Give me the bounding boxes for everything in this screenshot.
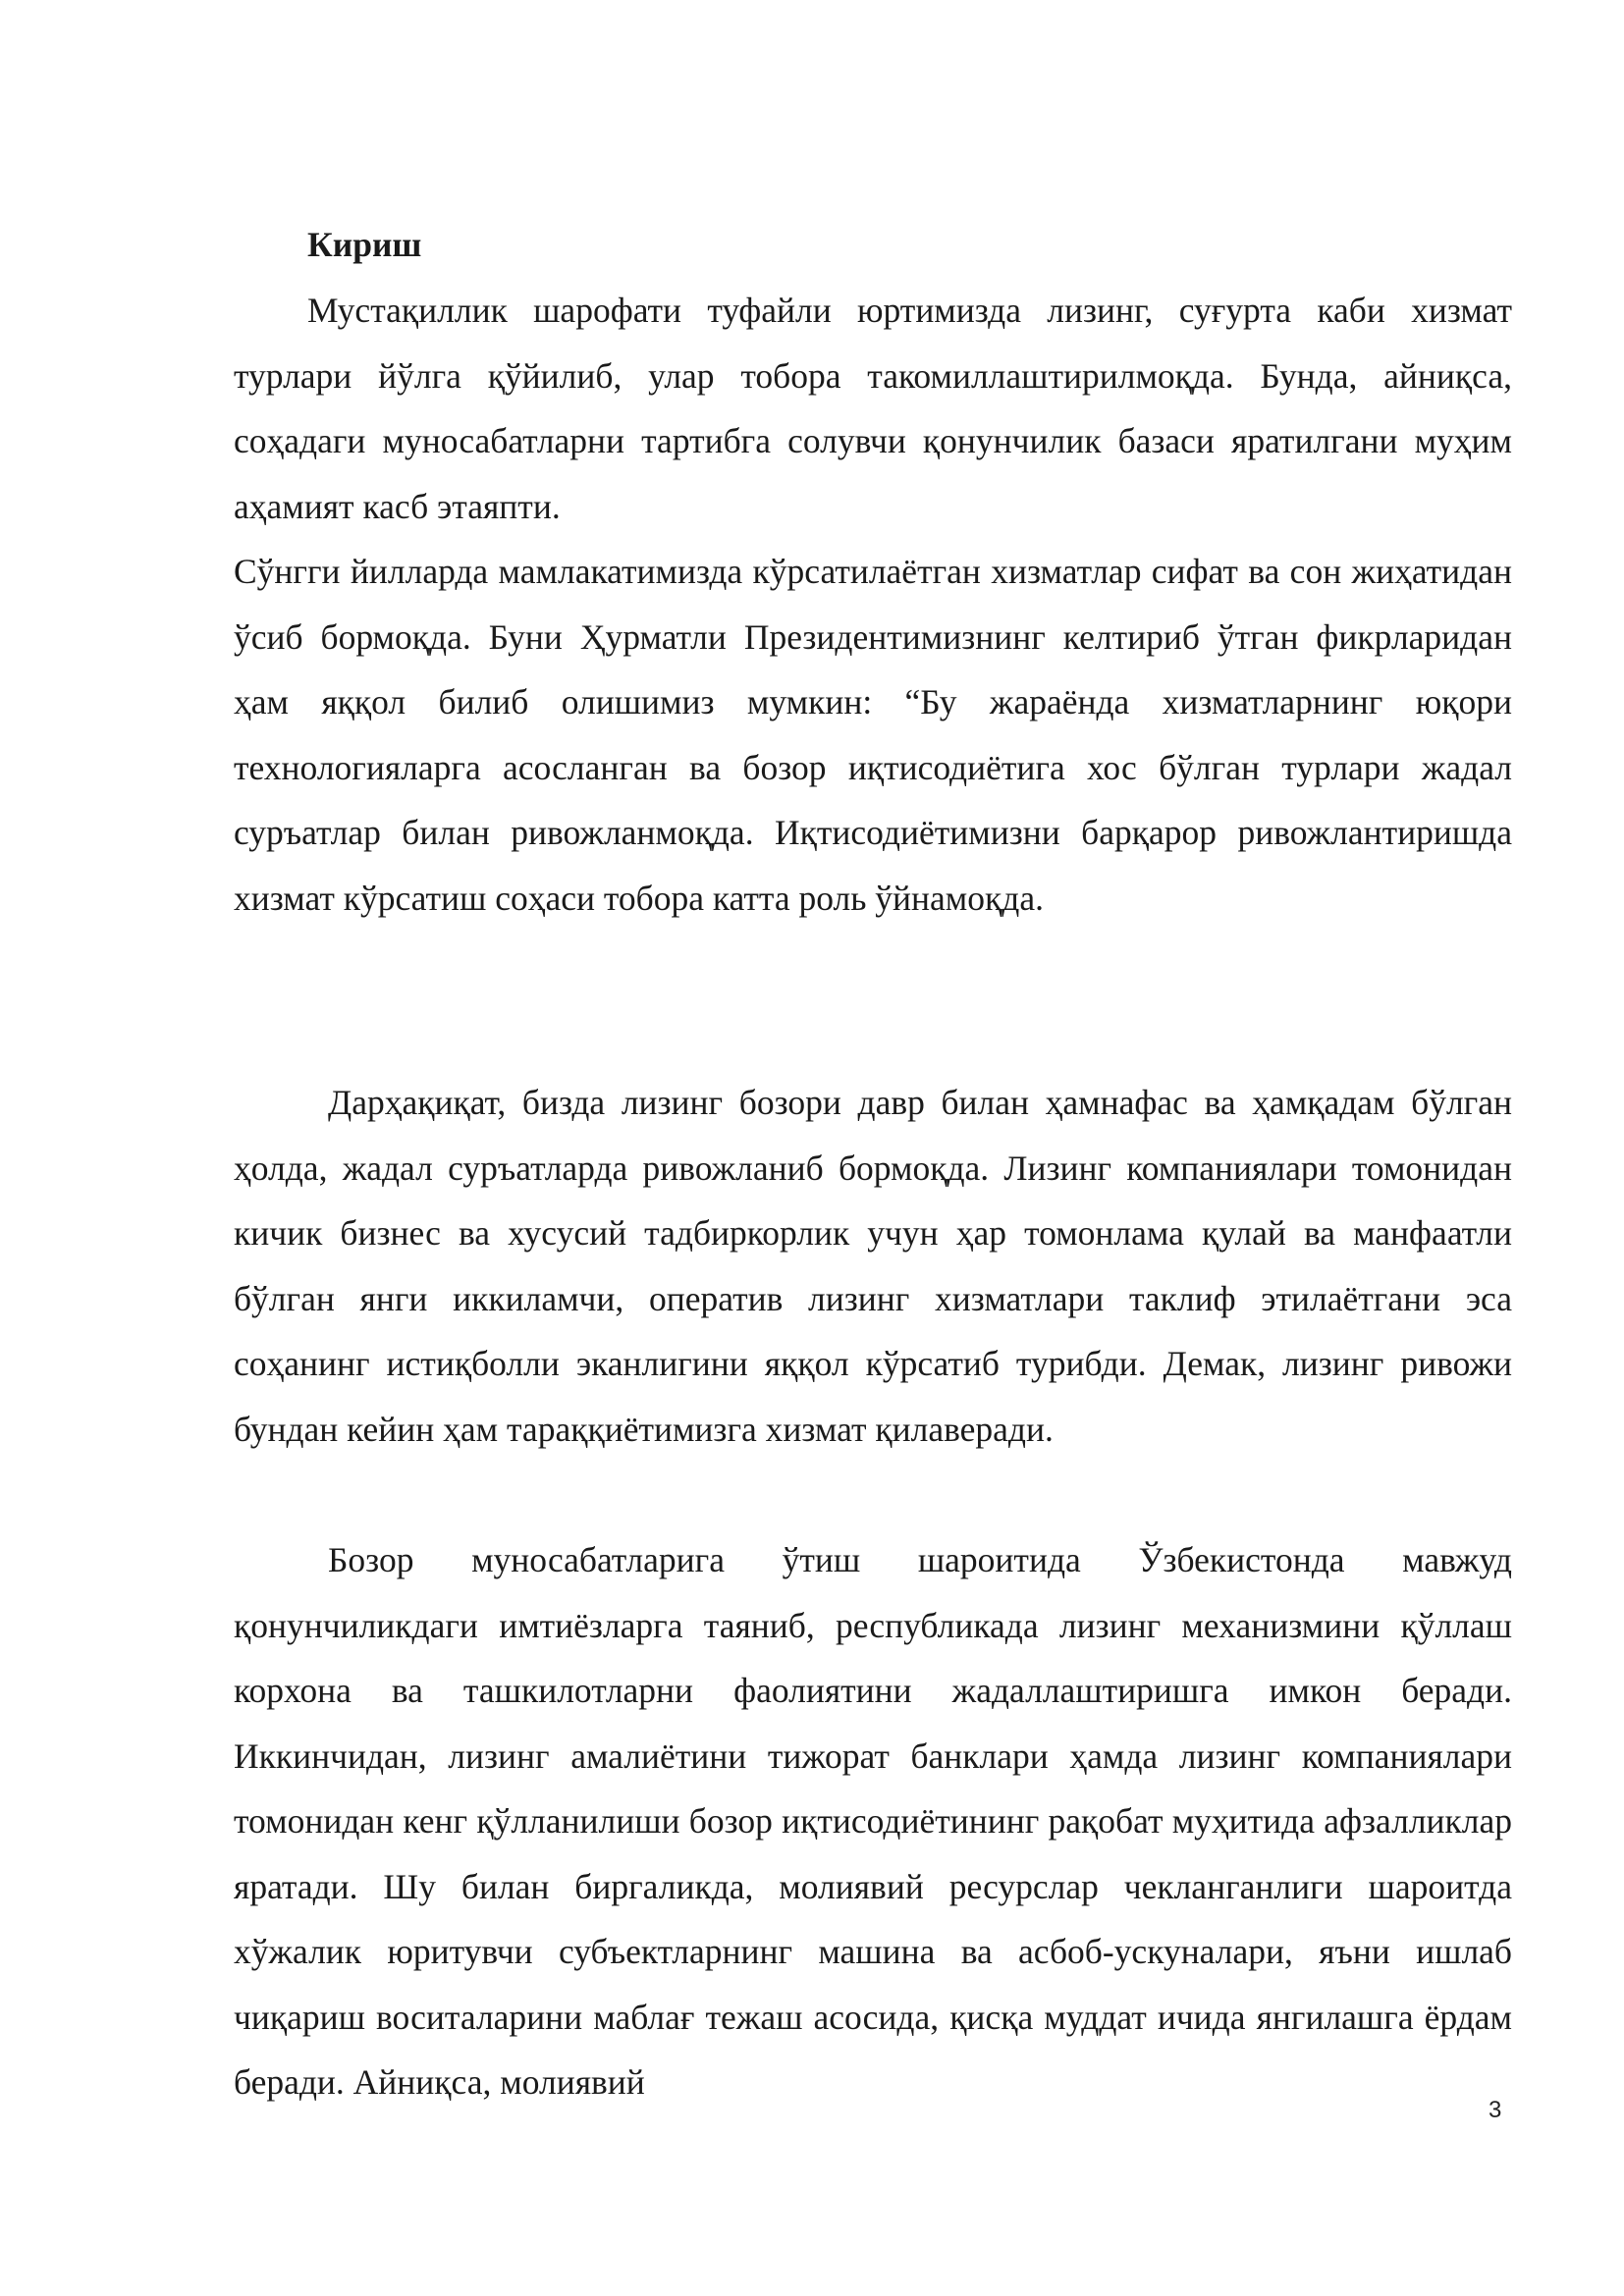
paragraph-2: Сўнгги йилларда мамлакатимизда кўрсатилаётган хизматлар сифат ва сон жиҳатидан ўсиб бормоқда. Буни Ҳурматли Президентимизнинг келтириб ўтган фикрларидан ҳам яққол билиб олишимиз мумкин: “Бу жараёнда хизматларнинг юқори технологияларга асосланган ва бозор иқтисодиётига хос бўлган турлари жадал суръатлар билан ривожланмоқда. Иқтисодиётимизни барқарор ривожлантиришда хизмат кўрсатиш соҳаси тобора катта роль ўйнамоқда. [234,552,1512,918]
paragraph-4: Бозор муносабатларига ўтиш шароитида Ўзбекистонда мавжуд қонунчиликдаги имтиёзларга таяниб, республикада лизинг механизмини қўллаш корхона ва ташкилотларни фаолиятини жадаллаштиришга имкон беради. Иккинчидан, лизинг амалиётини тижорат банклари ҳамда лизинг компаниялари томонидан кенг қўлланилиши бозор иқтисодиётининг рақобат муҳитида афзалликлар яратади. Шу билан биргаликда, молиявий ресурслар чекланганлиги шароитда хўжалик юритувчи субъектларнинг машина ва асбоб-ускуналари, яъни ишлаб чиқариш воситаларини маблағ тежаш асосида, қисқа муддат ичида янгилашга ёрдам беради. Айниқса, молиявий [234,1540,1512,2102]
paragraph-3: Дарҳақиқат, бизда лизинг бозори давр билан ҳамнафас ва ҳамқадам бўлган ҳолда, жадал суръатларда ривожланиб бормоқда. Лизинг компаниялари томонидан кичик бизнес ва хусусий тадбиркорлик учун ҳар томонлама қулай ва манфаатли бўлган янги иккиламчи, оператив лизинг хизматлари таклиф этилаётгани эса соҳанинг истиқболли эканлигини яққол кўрсатиб турибди. Демак, лизинг ривожи бундан кейин ҳам тараққиётимизга хизмат қилаверади. [234,1083,1512,1449]
page-number: 3 [1489,2097,1502,2123]
section-heading: Кириш [307,225,422,264]
paragraph-1: Мустақиллик шарофати туфайли юртимизда лизинг, суғурта каби хизмат турлари йўлга қўйилиб, улар тобора такомиллаштирилмоқда. Бунда, айниқса, соҳадаги муносабатларни тартибга солувчи қонунчилик базаси яратилгани муҳим аҳамият касб этаяпти. [234,291,1512,526]
